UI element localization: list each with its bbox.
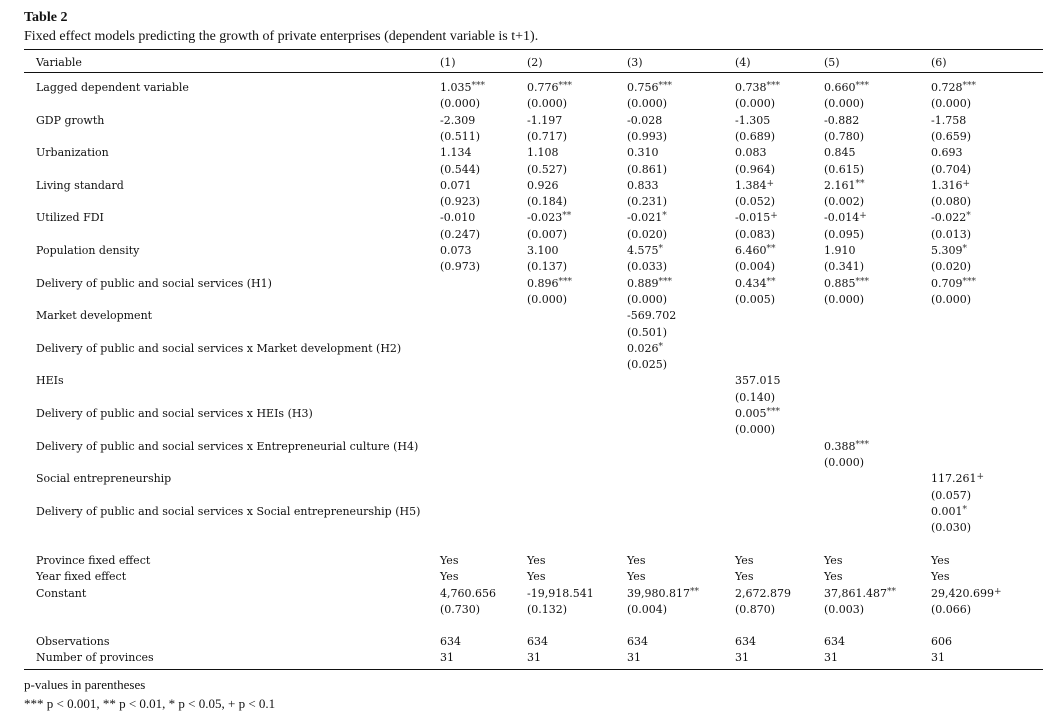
effect-cell: Yes: [627, 570, 646, 584]
coef-cell: [440, 81, 485, 94]
coef-value: 0.926: [527, 178, 559, 192]
coef-value: 0.310: [627, 146, 659, 160]
coef-value: 0.728: [931, 81, 963, 94]
coef-value: 1.108: [527, 146, 559, 160]
coef-cell: [931, 211, 971, 224]
coef-value: 0.073: [440, 244, 472, 257]
effect-cell: Yes: [527, 554, 546, 567]
row-label: GDP growth: [36, 113, 105, 127]
coef-value: 1.384: [735, 178, 767, 192]
p-value: (0.704): [931, 162, 972, 176]
coef-value: 1.316: [931, 178, 963, 192]
p-value: (0.004): [735, 260, 776, 274]
row-label: Delivery of public and social services x Entrepreneurial culture (H4): [36, 439, 419, 453]
p-value: (0.717): [527, 129, 568, 143]
coef-cell: [627, 81, 672, 94]
row-label: Urbanization: [36, 146, 109, 160]
coef-cell: [440, 114, 475, 127]
table-title: Table 2: [24, 10, 68, 25]
coef-value: 1.910: [824, 244, 856, 257]
coef-value: 0.434: [735, 276, 767, 290]
row-label: Market development: [36, 309, 153, 323]
coef-cell: [627, 244, 663, 257]
coef-value: 1.035: [440, 81, 472, 94]
coef-value: 0.738: [735, 81, 767, 94]
effect-cell: Yes: [824, 570, 843, 584]
coef-cell: [627, 114, 662, 127]
coef-cell: [440, 179, 472, 192]
top-rule: [24, 49, 1043, 50]
effect-cell: Yes: [440, 554, 459, 567]
p-value: (0.659): [931, 129, 972, 143]
effect-cell: Yes: [931, 554, 950, 567]
p-value: (0.689): [735, 129, 776, 143]
coef-cell: [735, 81, 780, 94]
coef-value: -0.014: [824, 211, 860, 225]
coef-cell: [735, 114, 770, 127]
significance-mark: +: [993, 586, 1002, 597]
p-value: (0.527): [527, 162, 568, 176]
coef-cell: [735, 244, 776, 257]
effect-cell: Yes: [931, 570, 950, 584]
p-value: (0.341): [824, 260, 865, 274]
coef-cell: [735, 146, 767, 159]
p-value: (0.501): [627, 325, 668, 339]
p-value: (0.000): [440, 97, 481, 111]
significance-mark: +: [962, 178, 971, 189]
p-value: (0.000): [931, 292, 972, 306]
row-label: Number of provinces: [36, 651, 154, 665]
p-value: (0.083): [735, 227, 776, 241]
coef-cell: [824, 146, 856, 159]
count-cell: 634: [735, 635, 756, 648]
coef-cell: [824, 440, 869, 453]
p-value: (0.025): [627, 358, 668, 372]
p-value: (0.052): [735, 195, 776, 209]
significance-mark: ***: [766, 407, 780, 417]
coef-cell: [931, 114, 966, 127]
significance-mark: ***: [766, 81, 780, 91]
significance-mark: ***: [855, 439, 869, 450]
significance-mark: ***: [558, 81, 572, 91]
row-label: Utilized FDI: [36, 211, 104, 225]
coef-cell: [627, 179, 659, 192]
coef-value: -0.010: [440, 211, 476, 225]
coef-value: 117.261: [931, 472, 977, 486]
coef-value: 0.889: [627, 276, 659, 290]
p-value: (0.861): [627, 162, 668, 176]
significance-mark: *: [658, 244, 663, 254]
row-label: HEIs: [36, 374, 64, 388]
coef-value: 0.776: [527, 81, 559, 94]
p-value: (0.066): [931, 602, 972, 616]
p-value: (0.964): [735, 162, 776, 176]
coef-value: -1.758: [931, 113, 967, 127]
header-column: (2): [527, 56, 543, 69]
bottom-rule: [24, 669, 1043, 670]
coef-value: -2.309: [440, 113, 476, 127]
p-value: (0.033): [627, 260, 668, 274]
coef-cell: [931, 244, 967, 257]
significance-mark: *: [962, 244, 967, 254]
row-label: Observations: [36, 635, 110, 648]
p-value: (0.923): [440, 195, 481, 209]
p-value: (0.730): [440, 602, 481, 616]
coef-value: -0.028: [627, 113, 663, 127]
notes-significance: *** p < 0.001, ** p < 0.01, * p < 0.05, + p < 0.1: [24, 696, 276, 711]
significance-mark: +: [859, 211, 867, 222]
coef-value: 2.161: [824, 178, 856, 192]
significance-mark: +: [770, 211, 778, 222]
coef-value: 39,980.817: [627, 586, 690, 600]
notes-pvalues: p-values in parentheses: [24, 677, 146, 692]
row-label: Delivery of public and social services x HEIs (H3): [36, 407, 313, 420]
row-label: Living standard: [36, 178, 124, 192]
count-cell: 606: [931, 635, 952, 648]
p-value: (0.231): [627, 195, 668, 209]
coef-value: -1.197: [527, 113, 563, 127]
p-value: (0.137): [527, 260, 568, 274]
p-value: (0.000): [735, 97, 776, 111]
p-value: (0.132): [527, 602, 568, 616]
p-value: (0.057): [931, 488, 972, 502]
coef-cell: [527, 211, 571, 224]
row-label: Delivery of public and social services x Social entrepreneurship (H5): [36, 504, 421, 518]
p-value: (0.013): [931, 227, 972, 241]
coef-cell: [931, 179, 970, 192]
count-cell: 31: [440, 651, 454, 665]
coef-value: 0.660: [824, 81, 856, 94]
coef-value: 1.134: [440, 146, 472, 160]
coef-value: 3.100: [527, 244, 559, 257]
coef-cell: [824, 587, 896, 600]
coef-cell: [735, 374, 781, 387]
p-value: (0.020): [627, 227, 668, 241]
coef-cell: [527, 277, 572, 290]
coef-cell: [627, 309, 676, 322]
coef-cell: [931, 81, 976, 94]
coef-cell: [931, 505, 967, 518]
effect-cell: Yes: [735, 570, 754, 584]
p-value: (0.247): [440, 227, 481, 241]
header-column: (1): [440, 56, 456, 69]
coef-cell: [527, 244, 559, 257]
p-value: (0.000): [824, 97, 865, 111]
p-value: (0.000): [931, 97, 972, 111]
coef-value: -0.015: [735, 211, 771, 225]
p-value: (0.095): [824, 227, 865, 241]
row-label: Social entrepreneurship: [36, 472, 172, 486]
effect-cell: Yes: [627, 554, 646, 567]
coef-value: 0.885: [824, 276, 856, 290]
effect-cell: Yes: [527, 570, 546, 584]
p-value: (0.080): [931, 195, 972, 209]
coef-cell: [735, 407, 780, 420]
header-column: (4): [735, 56, 751, 69]
coef-value: 6.460: [735, 244, 767, 257]
significance-mark: **: [886, 586, 896, 597]
p-value: (0.511): [440, 129, 481, 143]
count-cell: 31: [931, 651, 945, 665]
significance-mark: *: [966, 211, 971, 222]
effect-cell: Yes: [824, 554, 843, 567]
coef-cell: [527, 114, 562, 127]
count-cell: 634: [627, 635, 648, 648]
row-label: Lagged dependent variable: [36, 81, 189, 94]
p-value: (0.007): [527, 227, 568, 241]
coef-value: 0.833: [627, 178, 659, 192]
coef-cell: [440, 211, 475, 224]
coef-cell: [440, 244, 472, 257]
p-value: (0.020): [931, 260, 972, 274]
coef-cell: [627, 587, 699, 600]
p-value: (0.544): [440, 162, 481, 176]
count-cell: 31: [527, 651, 541, 665]
significance-mark: ***: [962, 81, 976, 91]
significance-mark: **: [562, 211, 572, 222]
coef-value: -0.882: [824, 113, 860, 127]
coef-cell: [931, 146, 963, 159]
p-value: (0.000): [527, 292, 568, 306]
count-cell: 31: [735, 651, 749, 665]
p-value: (0.000): [627, 97, 668, 111]
coef-cell: [735, 211, 778, 224]
significance-mark: +: [766, 178, 775, 189]
significance-mark: **: [689, 586, 699, 597]
significance-mark: ***: [558, 276, 572, 287]
coef-value: 0.693: [931, 146, 963, 160]
coef-value: 4,760.656: [440, 586, 496, 600]
coef-cell: [735, 587, 791, 600]
significance-mark: ***: [658, 276, 672, 287]
coef-value: -0.022: [931, 211, 967, 225]
p-value: (0.184): [527, 195, 568, 209]
p-value: (0.003): [824, 602, 865, 616]
coef-cell: [440, 146, 472, 159]
row-label: Year fixed effect: [36, 570, 127, 584]
coef-value: 37,861.487: [824, 586, 887, 600]
coef-value: -569.702: [627, 309, 677, 323]
p-value: (0.870): [735, 602, 776, 616]
effect-cell: Yes: [440, 570, 459, 584]
coef-cell: [627, 342, 663, 355]
p-value: (0.140): [735, 390, 776, 404]
header-column: (6): [931, 56, 947, 69]
significance-mark: **: [766, 276, 776, 287]
significance-mark: **: [766, 244, 776, 254]
count-cell: 634: [824, 635, 845, 648]
significance-mark: +: [976, 472, 985, 483]
row-label: Province fixed effect: [36, 554, 151, 567]
coef-cell: [440, 587, 496, 600]
coef-value: -1.305: [735, 113, 771, 127]
significance-mark: ***: [855, 81, 869, 91]
header-column: (5): [824, 56, 840, 69]
significance-mark: *: [662, 211, 667, 222]
coef-cell: [824, 244, 856, 257]
coef-cell: [824, 81, 869, 94]
coef-value: 0.896: [527, 276, 559, 290]
coef-cell: [735, 277, 776, 290]
coef-cell: [931, 587, 1002, 600]
coef-cell: [931, 277, 976, 290]
coef-value: 0.845: [824, 146, 856, 160]
significance-mark: *: [962, 504, 967, 515]
row-label: Population density: [36, 244, 140, 257]
coef-cell: [527, 146, 559, 159]
p-value: (0.030): [931, 521, 972, 535]
coef-value: 5.309: [931, 244, 963, 257]
table-caption: Fixed effect models predicting the growth of private enterprises (dependent variable is t+1).: [24, 29, 539, 44]
coef-cell: [627, 277, 672, 290]
p-value: (0.993): [627, 129, 668, 143]
row-label: Constant: [36, 586, 87, 600]
significance-mark: ***: [855, 276, 869, 287]
coef-cell: [527, 81, 572, 94]
coef-value: -0.023: [527, 211, 563, 225]
coef-value: 4.575: [627, 244, 659, 257]
p-value: (0.000): [735, 423, 776, 437]
coef-value: 0.388: [824, 439, 856, 453]
effect-cell: Yes: [735, 554, 754, 567]
coef-cell: [527, 179, 559, 192]
coef-value: 357.015: [735, 374, 781, 388]
coef-value: 0.083: [735, 146, 767, 160]
p-value: (0.002): [824, 195, 865, 209]
coef-value: 0.756: [627, 81, 659, 94]
coef-cell: [627, 146, 659, 159]
coef-value: 0.709: [931, 276, 963, 290]
count-cell: 31: [627, 651, 641, 665]
p-value: (0.780): [824, 129, 865, 143]
significance-mark: ***: [471, 81, 485, 91]
coef-cell: [824, 277, 869, 290]
coef-cell: [627, 211, 667, 224]
header-rule: [24, 72, 1043, 73]
significance-mark: *: [658, 341, 663, 352]
count-cell: 31: [824, 651, 838, 665]
coef-value: 0.005: [735, 407, 767, 420]
coef-cell: [735, 179, 774, 192]
p-value: (0.000): [627, 292, 668, 306]
header-variable: Variable: [36, 56, 82, 69]
coef-value: 2,672.879: [735, 586, 791, 600]
row-label: Delivery of public and social services x Market development (H2): [36, 341, 402, 355]
p-value: (0.005): [735, 292, 776, 306]
coef-cell: [824, 114, 859, 127]
p-value: (0.000): [527, 97, 568, 111]
coef-value: 0.001: [931, 504, 963, 518]
coef-value: -19,918.541: [527, 586, 594, 600]
coef-cell: [824, 211, 867, 224]
significance-mark: ***: [658, 81, 672, 91]
significance-mark: ***: [962, 276, 976, 287]
row-label: Delivery of public and social services (H1): [36, 276, 272, 290]
coef-cell: [824, 179, 865, 192]
significance-mark: **: [855, 178, 865, 189]
p-value: (0.004): [627, 602, 668, 616]
coef-cell: [527, 587, 594, 600]
coef-value: 29,420.699: [931, 586, 994, 600]
coef-value: 0.026: [627, 341, 659, 355]
coef-value: 0.071: [440, 178, 472, 192]
p-value: (0.615): [824, 162, 865, 176]
coef-cell: [931, 472, 984, 485]
p-value: (0.973): [440, 260, 481, 274]
count-cell: 634: [440, 635, 461, 648]
p-value: (0.000): [824, 292, 865, 306]
coef-value: -0.021: [627, 211, 663, 225]
header-column: (3): [627, 56, 643, 69]
count-cell: 634: [527, 635, 548, 648]
p-value: (0.000): [824, 455, 865, 469]
